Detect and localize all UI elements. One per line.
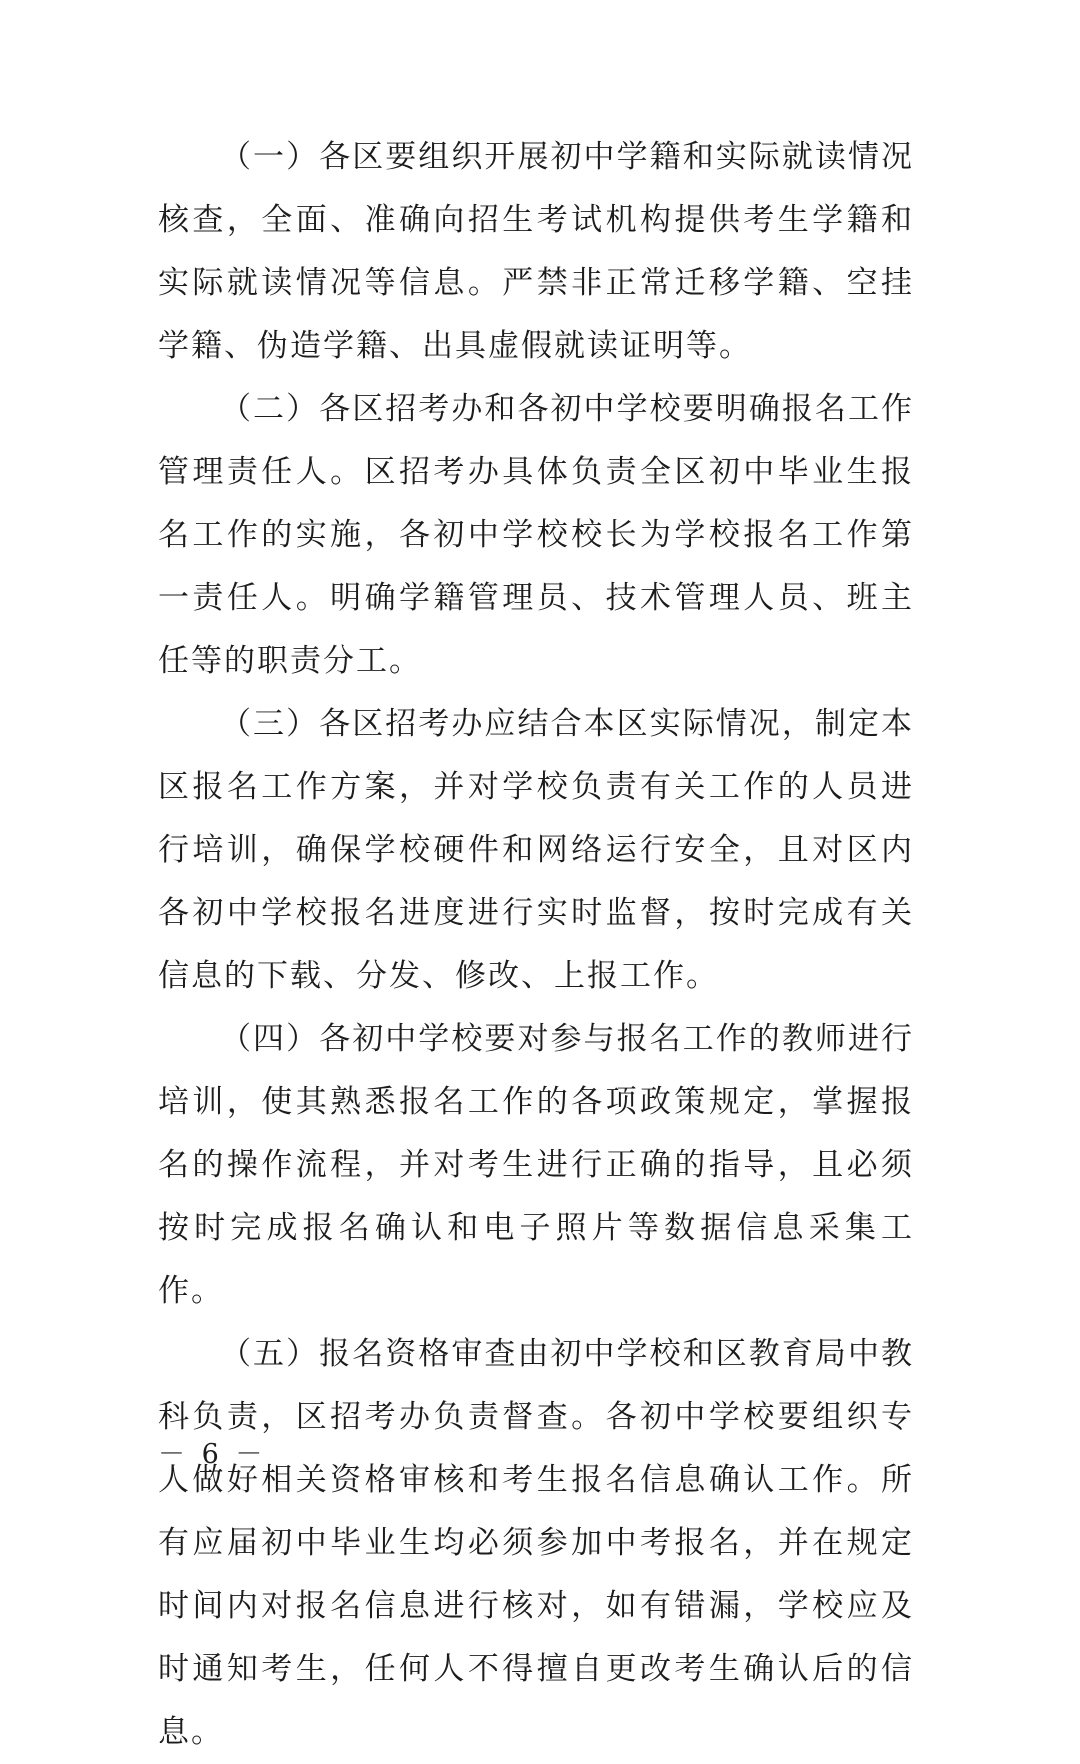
- document-body: [158, 126, 914, 1764]
- paragraph-4: （四）各初中学校要对参与报名工作的教师进行培训，使其熟悉报名工作的各项政策规定，掌握报名的操作流程，并对考生进行正确的指导，且必须按时完成报名确认和电子照片等数据信息采集工作。: [158, 1021, 914, 1309]
- paragraph-1: （一）各区要组织开展初中学籍和实际就读情况核查，全面、准确向招生考试机构提供考生学籍和实际就读情况等信息。严禁非正常迁移学籍、空挂学籍、伪造学籍、出具虚假就读证明等。: [158, 139, 914, 364]
- page-number: － 6 －: [158, 1439, 267, 1470]
- paragraph-5: （五）报名资格审查由初中学校和区教育局中教科负责，区招考办负责督查。各初中学校要组织专人做好相关资格审核和考生报名信息确认工作。所有应届初中毕业生均必须参加中考报名，并在规定时间内对报名信息进行核对，如有错漏，学校应及时通知考生，任何人不得擅自更改考生确认后的信息。: [158, 1336, 914, 1750]
- paragraph-3: （三）各区招考办应结合本区实际情况，制定本区报名工作方案，并对学校负责有关工作的人员进行培训，确保学校硬件和网络运行安全，且对区内各初中学校报名进度进行实时监督，按时完成有关信息的下载、分发、修改、上报工作。: [158, 706, 914, 994]
- paragraph-2: （二）各区招考办和各初中学校要明确报名工作管理责任人。区招考办具体负责全区初中毕业生报名工作的实施，各初中学校校长为学校报名工作第一责任人。明确学籍管理员、技术管理人员、班主任等的职责分工。: [158, 391, 914, 679]
